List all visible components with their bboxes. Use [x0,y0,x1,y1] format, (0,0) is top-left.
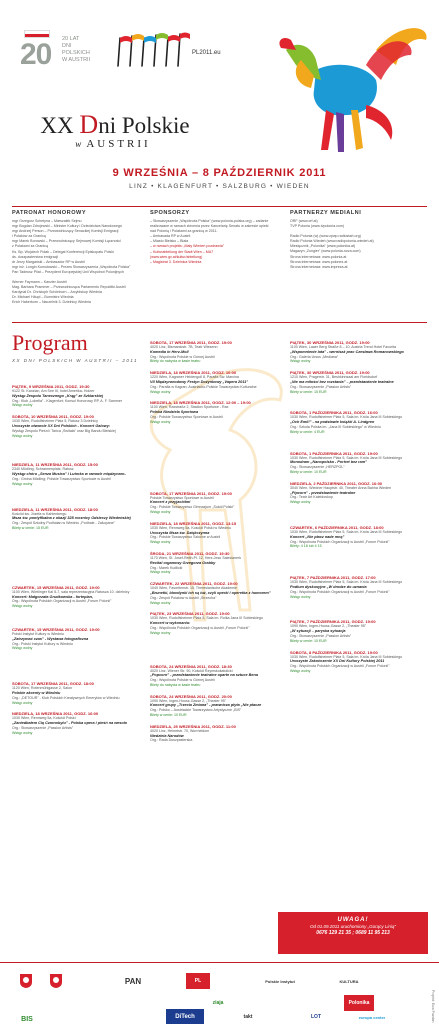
patronat-heading: PATRONAT HONOROWY [12,210,87,216]
sponsor-logos [0,962,439,1024]
emblem-icon [14,973,38,989]
event-item: SOBOTA, 8 PAŹDZIERNIKA 2011, GODZ. 19:00 1030 Wien, Rudolfsheimer Platz 5, Sala im. Króla Jana III Sobieskiego Uroczyste Zakończenie XX Dni Kultury Polskiej 2011 Org.: Wspólnota Polskich Organizacji w Austrii „Forum Polonii" Wstęp wolny [290,649,403,673]
partnerzy-column [290,210,427,270]
patronat-list: mgr Grzegorz Schetyna – Marszałek Sejmu mgr Bogdan Zdrojewski – Minister Kultury i Dziedzictwa Narodowego mgr Andrzej Person – Przewodniczący Senackiej Komisji Emigracji i Polaków za Granicą mgr Marek Borowski – Przewodniczący Sejmowej Komisji Łączności z Polakami za Granicą Ks. Bp. Wojciech Polak – Delegat Konferencji Episkopatu Polski ds. duszpasterstwa emigracji dr Jerzy Margański – Ambasador RP w Austrii mgr inż. Longin Komołowski – Prezes Stowarzyszenia „Wspólnota Polska" Pan Tadeusz Pilat – Prezydent Europejskiej Unii Wspólnot Polonijnych Werner Faymann – Kanzler Austrii Mag. Barbara Prammer – Przewodnicząca Parlamentu Republiki Austrii Kardynał Dr. Christoph Schönborn – Arcybiskup Wiednia Dr. Michael Häupl – Burmistrz Wiednia Erich Haberkorn – Naczelnik 3. Dzielnicy Wiednia [12,219,131,305]
event-item: PIĄTEK, 30 WRZEŚNIA 2011, GODZ. 19:00 1210 Wien, Pragerstr. 31, Beshkinnsaal am Floridsdorf „Nie ma miłości bez rozstania" – przedstawienie teatralne Org.: Stowarzyszenie „Passion Artists" Bilety w cenie: 15 EUR [290,370,394,394]
polish-flag-icon [24,30,50,38]
event-item: CZWARTEK, 15 WRZEŚNIA 2011, GODZ. 19:00 1100 Wien, Wietlinger Kai 5-7, sala reprezentacyjna Ratusza 10. dzielnicy Koncert: Małgorzata Grudkowska - fortepian, Org.: Wspólnota Polskich Organizacji w Austrii „Forum Polonii" Wstęp wolny [12,584,130,609]
event-item: PIĄTEK, 7 PAŹDZIERNIKA 2011, GODZ. 19:00 1090 Wien, Ingen-Housz-Gasse 2, „Theater 95" „W sytuacji – paryska sytuacja Org.: Stowarzyszenie „Passion Artists" Bilety w cenie: 10 EUR [290,619,376,643]
event-item: NIEDZIELA, 25 WRZEŚNIA 2011, GODZ. 11:00 4020 Linz, Heimrtstr. 70, Wurmeldom Niedziela Narodów Org.: Rada Duszpasterska [150,723,236,743]
notice-heading: UWAGA! [337,917,369,923]
event-item: SOBOTA, 24 WRZEŚNIA 2011, GODZ. 20:00 1090 Wien, Ingen-Housz-Gasse 2, „Theater 95" Koncert grupy „Trzecia Zmiana" - prawnicza płyta „Nie płacze Org.: Polsko – Austriackie Towarzystwo Artystyczne „BIS" Bilety w cenie: 10 EUR [150,693,262,718]
program-subtitle: XX DNI POLSKICH W AUSTRII – 2011 [12,358,139,363]
sponsorzy-list: – Stowarzyszenie „Wspólnota Polska" (www.polonia-polska.org) – zadanie realizowane w ramach zlecenia przez Kancelarię Senatu w zakresie opieki nad Polonią i Polakami za granicą w 2011. – Ambasada RP w Austrii – Miasto Bielsko – Biała – w ramach projektu „Mały Wiedeń pozdrawia" – Kulturabteilung der Stadt Wien – MA7 (www.wien.gv.at/kultur/abteilung) – Magistrat 3. Dzielnica Wiednia [150,219,269,264]
pegasus-illustration [226,10,436,170]
event-item: CZWARTEK, 6 PAŹDZIERNIKA 2011, GODZ. 18:00 1030 Wien, Rudolfsheimer Platz 5, Sala im. Króla Jana III Sobieskiego Koncert „Nie płacz nade mną" Org.: Wspólnota Polskich Organizacji w Austrii „Forum Polonii" Bilety: 4 18 lub 4 15 [290,524,403,549]
event-item: SOBOTA, 24 WRZEŚNIA 2011, GODZ. 18:30 4020 Linz, Wiener Str. 90, Kościół Rzymskokatolicki „Popcorn" - przedstawienie teatralne oparte na sztuce Bena Org.: Wspólnota Polskie w Górnej Austrii Bilety do nabycia w kasie teatru [150,663,258,687]
event-item: ŚRODA, 21 WRZEŚNIA 2011, GODZ. 19:30 1170 Wien, St. Josef-Reith-Pl. 12, Herz-Jesu Salesianerk Recital organowy Grzegorza Grabby Org.: Marek Kudlicki Wstęp wolny [150,550,242,575]
event-item: NIEDZIELA, 2 PAŹDZIERNIKA 2011, GODZ. 16:00 3040 Wien, Wiedner Hauptstr. 40, Theater Anna Bahha Wiedeń „Pipcorn" - przedstawienie teatralne Org.: Teatr Art Kaleidoskop Wstęp wolny [290,480,392,505]
sponsor-logo-kultura: KULTURA [339,978,359,984]
patronat-column [12,210,142,306]
subtitle-country: AUSTRII [86,138,151,150]
event-item: SOBOTA, 10 WRZEŚNIA 2011, GODZ. 19:00 1030 Wien, Rudolfsheimer Platz 5, Ratusz 3 Dzielnicy Uroczyste otwarcie XX Dni Polskich - Koncert Galowy: Wystąp Zespołu Pieśni i Tańca „Świtała" oraz Big Bandu Bielskiej Wstęp wolny [12,414,116,438]
event-item: SOBOTA, 17 WRZEŚNIA 2011, GODZ. 19:00 Polskie Towarzystwo Sportowe w Austrii Koncert z przyjaciółmi Org.: Polskie Towarzystwo Gimnazjum „Sokół Polski" Wstęp wolny [150,490,235,514]
sponsorzy-heading: SPONSORZY [150,210,190,216]
program-column-1 [12,384,142,742]
event-item: PIĄTEK, 9 WRZEŚNIA 2011, GODZ. 19:30 9122 St. Kanzian, Am See III, hotel Amerika- Holzer Wystąp Zespołu Tanecznego „Krąg" ze Szklarskiej Org.: Klub „Lobelia" - Klagenfurt; Konsul Honorowy RP, A. F. Sammer Wstęp wolny [12,384,123,408]
title-rest: ni Polskie [98,113,190,138]
emblem-icon [44,973,68,989]
event-item: CZWARTEK, 15 WRZEŚNIA 2011, GODZ. 19:00 Polski Instytut Kultury w Wiedniu „Zatrzymać czas" - Wystawa fotograficzna Org.: Polski Instytut Kultury w Wiedniu Wstęp wolny [12,626,100,651]
top-divider [12,206,427,207]
event-item: NIEDZIELA, 18 WRZEŚNIA 2011, GODZ. 13:15 1030 Wien, Rennweg 5a, Kościół Polski w Wiedniu Uroczysta Msza św. Dziękczynna Org.: Polskie Towarzystwo Szkolne w Austrii Wstęp wolny [150,520,237,545]
subtitle-w: w [75,139,83,149]
title-d: D [79,110,99,139]
event-item: SOBOTA, 1 PAŹDZIERNIKA 2011, GODZ. 16:00 1030 Wien, Rudolfsheimer Platz 5, Sala im. Króla Jana III Sobieskiego „Och Emil!" - na podstawie książki A. Lindgren Org.: Szkoła Polska im. „Jana III Sobieskiego" w Wiedniu Bilety w cenie: 4 EUR [290,410,403,434]
event-item: NIEDZIELA, 18 WRZEŚNIA 2011, GODZ. 12:00 – 19:00 1100 Wien, Raxstraße 2, Stadion Sportowe - Rax Polska Niedziela Sportowa Org.: Polskie Towarzystwo Sportowe w Austrii Wstęp wolny [150,400,251,424]
sponsor-logo-polonika: Polonika [344,995,374,1011]
sponsor-logo-ziaja: ziaja [212,1000,224,1006]
sponsor-logo-europa-center: europa center [358,1014,386,1020]
partnerzy-heading: PARTNERZY MEDIALNI [290,210,362,216]
sponsor-logo-ditech: DiTech [166,1009,204,1024]
program-column-3 [290,340,427,680]
partnerzy-list: ORF (www.orf.at) TVP Polonia (www.tvpolonia.com) Radio Polonia (w) (www.zpwp.radiostart.org) Radio Polonia Wiedeń (www.radiopolonia-wiedeń.at) Miesięcznik „Polonika" (www.polonika.at) Magazyn „Zungler" (www.polonia-nova.com) Strona internetowa: www.polonia.at Strona internetowa: www.polonez.at Strona internetowa: www.impreza.at [290,219,374,269]
event-item: CZWARTEK, 22 WRZEŚNIA 2011, GODZ. 19:00 1040 Wien, Favoritenstr. 15, Theresianische Akademie „Brunetki, blondynki ich są tuż, czyli operki i operetka z humorem" Org.: Zespół Polaków w Austrii „Strzecha" Wstęp wolny [150,581,271,605]
event-title [0,110,230,150]
event-item: NIEDZIELA, 18 WRZEŚNIA 2011, GODZ. 10:00 1220 Wien, Kagraner Heldengoll 8, Parafia Św. Marcina VII Międzynarodowy Festyn Dożynkowy „Vapera 2011" Org.: Parafia w Kagran; Austriacko-Polskie Towarzystwo Kulturalne Wstęp wolny [150,370,257,394]
sponsor-logo-instytut: Polskie Instytut [265,978,295,984]
event-item: SOBOTA, 17 WRZEŚNIA 2011, GODZ. 18:00 1120 Wien, Rotenmühlgasse 2, Salon Polskie akcenty w Wiedniu Org.: „DETOUR" - Klub Polskich Kreatywnych Emerytów w Wiedniu Wstęp wolny [12,681,120,705]
title-prefix: XX [40,113,80,138]
pl2011-logo [112,26,224,70]
event-item: SOBOTA, 1 PAŹDZIERNIKA 2011, GODZ. 19:00 1030 Wien, Rudolfsheimer Platz 5, Sala im. Króla Jana III Sobieskiego Monodram „Nanopolska - Portret bez ram" Org.: Stowarzyszenie „HERZPOL" Bilety w cenie: 10 EUR [290,450,403,474]
sponsor-logo-pan: PAN [124,976,142,986]
flags-icon [112,26,192,70]
event-item: NIEDZIELA, 11 WRZEŚNIA 2011, GODZ. 15:00 2340 Mödling, Schrannenplatz, Ratusz Wystąp chóru „Senza Musica" i Lutorka w ramach międzynaro- Org.: Gmina Mödling; Polskie Towarzystwo Sportowe w Austrii Wstęp wolny [12,462,126,486]
event-item: PIĄTEK, 7 PAŹDZIERNIKA 2011, GODZ. 17:00 1030 Wien, Rudolfsheimer Platz 5, Sala im. Króla Jana III Sobieskiego Podium dyskusyjne „W drodze do uznania Org.: Wspólnota Polskich Organizacji w Austrii „Forum Polonii" Wstęp wolny [290,575,403,599]
event-item: NIEDZIELA, 18 WRZEŚNIA 2011, GODZ. 16:00 1030 Wien, Rennweg 5a, Kościół Polski „Zaniedbałem Cię Czarnobylu" - Polska opera i pieśń na wesoło Org.: Stowarzyszenie „Passion Artists" Wstęp wolny [12,711,128,735]
program-title: Program [12,330,88,355]
design-credit: Projekt: Ewa Pazdan [431,990,435,1023]
sponsor-logo-lot: LOT [311,1014,321,1020]
event-item: NIEDZIELA, 11 WRZEŚNIA 2011, GODZ. 18:00 Kościół św. Józefa w Kahlenbergu Msza św. pontyfikalna z okazji 328 rocznicy Odsieczy Wiedeńskiej Org.: Zespół Szkolny Podhalan w Wiedniu „Podhale - Zakopane" Bilety w cenie: 15 EUR [12,506,131,530]
event-item: SOBOTA, 17 WRZEŚNIA 2011, GODZ. 19:00 4020 Linz, Bismarckstr. 7B, Teatr Wiesenn Komedia in Herz-Moll Org.: Wspólnota Polskie w Górnej Austrii Bilety do nabycia w kasie teatru [150,340,232,364]
notice-phones: 0676 129 21 35 ; 0689 11 95 213 [316,930,390,936]
sponsor-logo-takt: takt [243,1014,253,1020]
anniversary-number: 20 [20,38,52,71]
program-column-2 [150,340,280,749]
sponsorzy-column [150,210,280,265]
sponsor-logo-bis: BIS [21,1015,33,1023]
event-item: PIĄTEK, 23 WRZEŚNIA 2011, GODZ. 19:00 1030 Wien, Rudolfsheimer Platz 5, Sala im. Rolka Jana III Sobieskiego Koncert w wykonaniu: Org.: Wspólnota Polskich Organizacji w Austrii „Forum Polonii" Wstęp wolny [150,611,263,635]
event-item: PIĄTEK, 30 WRZEŚNIA 2011, GODZ. 19:00 1100 Wien, Laaer Berg Straße 8 – 10, Austria Trend Hotel Favorita „Wspomnienie lata" - wernisaż prac Czesława Romanowskiego Org.: Galeria Ursus „Mediana" Wstęp wolny [290,340,404,364]
notice-text: Od 01.09.2011 uruchomiony „Gorący Linią" [309,924,397,929]
event-dates: 9 WRZEŚNIA – 8 PAŹDZIERNIK 2011 [112,167,327,179]
sponsor-logo-pl: PL [186,973,210,989]
event-cities: LINZ • KLAGENFURT • SALZBURG • WIEDEN [129,183,310,190]
partner-url: PL2011.eu [192,50,221,56]
hotline-notice [278,912,428,954]
anniversary-logo [20,28,102,70]
anniversary-text: 20 LAT DNI POLSKICH W AUSTRII [62,36,91,63]
program-divider [12,322,427,323]
